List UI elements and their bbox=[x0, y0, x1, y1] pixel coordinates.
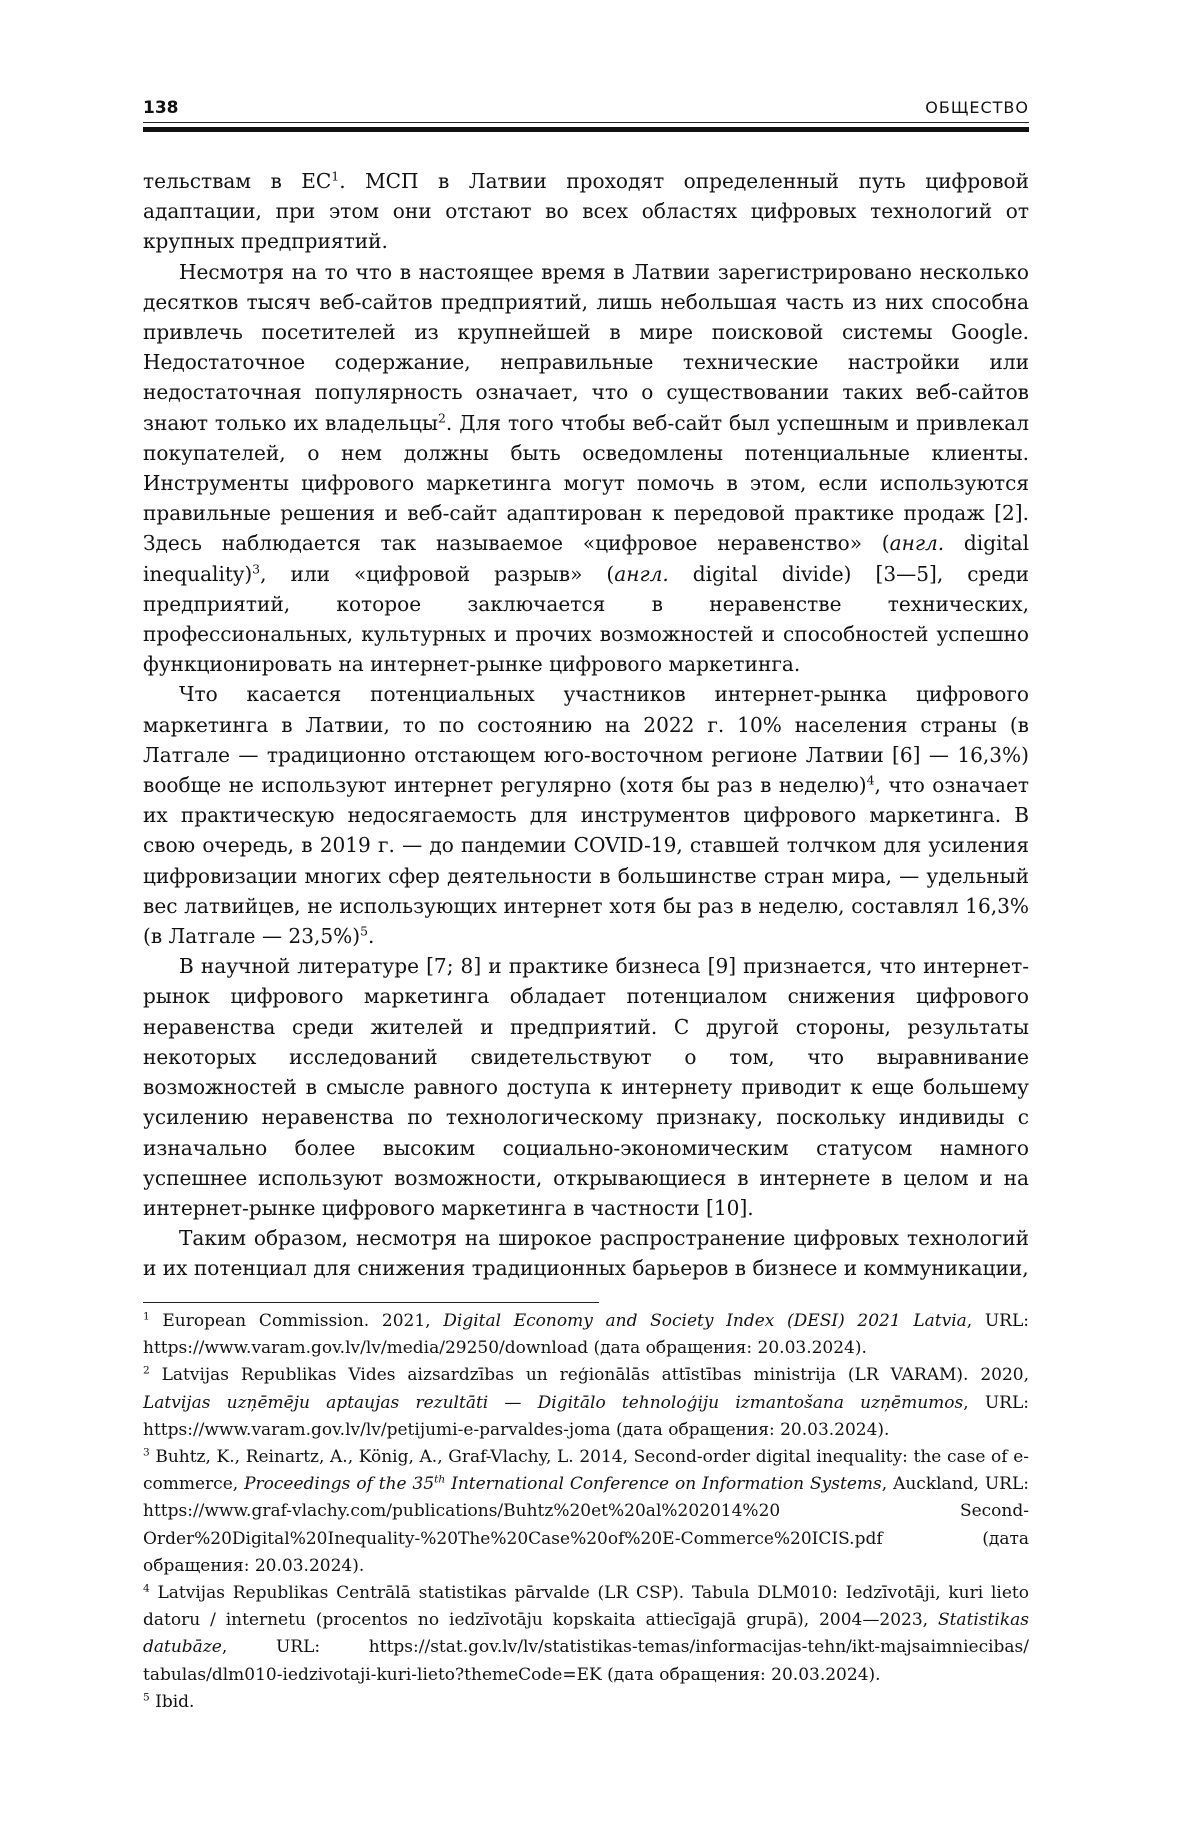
paragraph-1 bbox=[143, 166, 1029, 257]
footnote-2 bbox=[143, 1362, 1029, 1444]
footnote-ref-2: 2 bbox=[437, 409, 446, 425]
footnote-number: 3 bbox=[143, 1446, 150, 1459]
footnote-4 bbox=[143, 1580, 1029, 1689]
footnote-5 bbox=[143, 1689, 1029, 1716]
footnote-1 bbox=[143, 1308, 1029, 1362]
footnotes bbox=[143, 1308, 1029, 1716]
text-run: Latvijas Republikas Centrālā statistikas pārvalde (LR CSP). Tabula DLM010: Iedzīvotāji, kuri lieto datoru / internetu (procentos no iedzīvotāju kopskaita attiecīgajā grupā), 2004—2023, bbox=[143, 1583, 1029, 1631]
header-rule-thin bbox=[143, 122, 1029, 123]
italic-run: Proceedings of the 35 bbox=[244, 1474, 435, 1495]
header-rule-thick bbox=[143, 127, 1029, 132]
italic-run: англ. bbox=[614, 561, 669, 586]
text-run: European Commission. 2021, bbox=[149, 1311, 444, 1331]
footnote-ref-3: 3 bbox=[252, 560, 261, 576]
page-number: 138 bbox=[143, 98, 179, 118]
footnote-ref-5: 5 bbox=[360, 923, 369, 939]
footnote-3 bbox=[143, 1444, 1029, 1580]
text-run: Таким образом, несмотря на широкое распространение цифровых технологий и их потенциал для снижения традиционных барьеров в бизнесе и коммуникации, bbox=[143, 1226, 1029, 1281]
text-run: , или «цифровой разрыв» ( bbox=[260, 561, 615, 586]
italic-run: Digital Economy and Society Index (DESI) 2021 Latvia bbox=[443, 1311, 967, 1331]
text-run: Несмотря на то что в настоящее время в Латвии зарегистрировано несколько десятков тысяч веб-сайтов предприятий, лишь небольшая часть из них способна привлечь посетителей из крупнейшей в мире поисковой системы Google. Недостаточное содержание, неправильные технические настройки или недостаточная популярность означает, что о существовании таких веб-сайтов знают только их владельцы bbox=[143, 259, 1029, 435]
text-run: , Auckland, URL: https://www.graf-vlachy.com/publications/Buhtz%20et%20al%202014%20 Second-Order%20Digital%20Inequality-%20The%20Case%20of%20E-Commerce%20ICIS.pdf (дата обращения: 20.03.2024). bbox=[143, 1474, 1029, 1576]
text-run: . МСП в Латвии проходят определенный путь цифровой адаптации, при этом они отстают во всех областях цифровых технологий от крупных предприятий. bbox=[143, 169, 1029, 254]
footnote-separator bbox=[143, 1302, 599, 1303]
text-run: digital inequality) bbox=[143, 531, 1029, 586]
text-run: , URL: https://www.varam.gov.lv/lv/petijumi-e-parvaldes-joma (дата обращения: 20.03.2024). bbox=[143, 1392, 1029, 1440]
ordinal-suffix: th bbox=[434, 1473, 446, 1486]
text-run: . bbox=[368, 924, 375, 949]
italic-run: англ. bbox=[889, 531, 945, 556]
paragraph-4 bbox=[143, 951, 1029, 1223]
italic-run: Statistikas datubāze bbox=[143, 1610, 1029, 1658]
text-run: , URL: https://www.varam.gov.lv/lv/media/29250/download (дата обращения: 20.03.2024). bbox=[143, 1311, 1029, 1359]
footnote-ref-4: 4 bbox=[866, 772, 875, 788]
text-run: Latvijas Republikas Vides aizsardzības un reģionālās attīstības ministrija (LR VARAM). 2020, bbox=[149, 1365, 1029, 1386]
footnote-number: 4 bbox=[143, 1582, 150, 1595]
text-run: digital divide) [3—5], среди предприятий, которое заключается в неравенстве технических, профессиональных, культурных и прочих возможностей и способностей успешно функционировать на интернет-рынке цифрового маркетинга. bbox=[143, 561, 1029, 677]
running-header bbox=[143, 98, 1029, 134]
text-run: , что означает их практическую недосягаемость для инструментов цифрового маркетинга. В свою очередь, в 2019 г. — до пандемии COVID-19, ставшей толчком для усиления цифровизации многих сфер деятельности в большинстве стран мира, — удельный вес латвийцев, не использующих интернет хотя бы раз в неделю, составлял 16,3% (в Латгале — 23,5%) bbox=[143, 773, 1029, 949]
text-run: тельствам в ЕС bbox=[143, 169, 332, 193]
italic-run: Latvijas uzņēmēju aptaujas rezultāti — Digitālo tehnoloģiju izmantošana uzņēmumos bbox=[143, 1392, 964, 1413]
paragraph-3 bbox=[143, 679, 1029, 951]
text-run: Ibid. bbox=[149, 1691, 195, 1712]
text-run: Что касается потенциальных участников интернет-рынка цифрового маркетинга в Латвии, то по состоянию на 2022 г. 10% населения страны (в Латгале — традиционно отстающем юго-восточном регионе Латвии [6] — 16,3%) вообще не используют интернет регулярно (хотя бы раз в неделю) bbox=[143, 682, 1029, 798]
main-text bbox=[143, 166, 1029, 1284]
italic-run: International Conference on Information Systems bbox=[445, 1474, 882, 1495]
footnote-ref-1: 1 bbox=[331, 168, 340, 184]
footnote-number: 2 bbox=[143, 1364, 150, 1377]
text-run: . Для того чтобы веб-сайт был успешным и привлекал покупателей, о нем должны быть осведомлены потенциальные клиенты. Инструменты цифрового маркетинга могут помочь в этом, если используются правильные решения и веб-сайт адаптирован к передовой практике продаж [2]. Здесь наблюдается так называемое «цифровое неравенство» ( bbox=[143, 410, 1030, 556]
text-run: , URL: https://stat.gov.lv/lv/statistikas-temas/informacijas-tehn/ikt-majsaimniecibas/ tabulas/dlm010-iedzivotaji-kuri-lieto?themeCode=EK (дата обращения: 20.03.2024). bbox=[143, 1637, 1029, 1685]
section-title: ОБЩЕСТВО bbox=[925, 98, 1029, 117]
text-run: В научной литературе [7; 8] и практике бизнеса [9] признается, что интернет-рынок цифрового маркетинга обладает потенциалом снижения цифрового неравенства среди жителей и предприятий. С другой стороны, результаты некоторых исследований свидетельствуют о том, что выравнивание возможностей в смысле равного доступа к интернету приводит к еще большему усилению неравенства по технологическому признаку, поскольку индивиды с изначально более высоким социально-экономическим статусом намного успешнее используют возможности, открывающиеся в интернете в целом и на интернет-рынке цифрового маркетинга в частности [10]. bbox=[143, 954, 1029, 1220]
footnote-number: 1 bbox=[143, 1310, 150, 1323]
paragraph-2 bbox=[143, 257, 1029, 680]
paragraph-5 bbox=[143, 1223, 1029, 1283]
footnote-number: 5 bbox=[143, 1691, 150, 1704]
text-run: Buhtz, K., Reinartz, A., König, A., Graf-Vlachy, L. 2014, Second-order digital inequality: the case of e-commerce, bbox=[143, 1447, 1029, 1495]
